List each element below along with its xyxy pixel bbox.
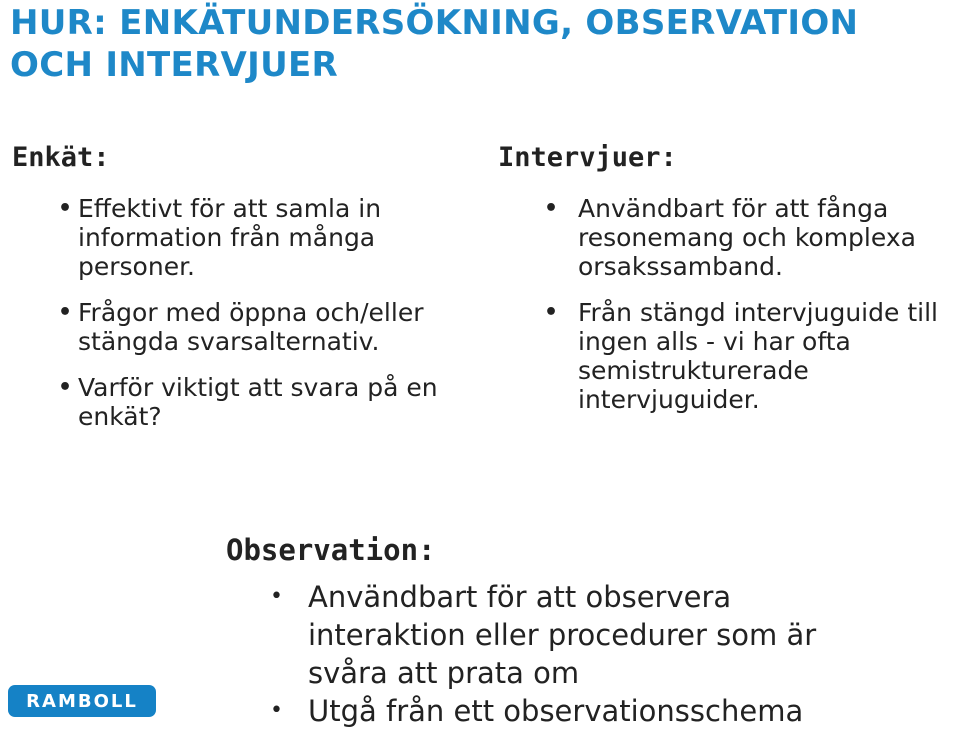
observation-bullet-list	[226, 578, 826, 730]
observation-bullet-text: Utgå från ett observationsschema	[308, 694, 804, 728]
bullet-dot-icon: •	[270, 584, 283, 609]
bullet-dot-icon: •	[58, 375, 73, 400]
observation-heading: Observation:	[226, 533, 436, 567]
ramboll-logo	[8, 685, 156, 717]
enkat-bullet	[12, 373, 462, 431]
bullet-dot-icon: •	[270, 698, 283, 723]
intervjuer-bullet-list	[498, 194, 960, 414]
enkat-bullet	[12, 298, 462, 356]
enkat-heading: Enkät:	[12, 142, 110, 173]
bullet-dot-icon: •	[58, 196, 73, 221]
enkat-bullet-list	[12, 194, 462, 431]
intervjuer-bullet	[498, 194, 960, 281]
bullet-dot-icon: •	[544, 196, 559, 221]
slide-title: HUR: ENKÄTUNDERSÖKNING, OBSERVATION OCH INTERVJUER	[10, 3, 859, 85]
observation-bullet	[226, 578, 826, 692]
intervjuer-section	[498, 140, 960, 431]
intervjuer-bullet	[498, 298, 960, 414]
enkat-bullet-text: Frågor med öppna och/eller stängda svarsalternativ.	[78, 298, 424, 356]
observation-bullet	[226, 692, 826, 730]
bullet-dot-icon: •	[544, 300, 559, 325]
observation-bullet-text: Användbart för att observera interaktion eller procedurer som är svåra att prata om	[308, 580, 817, 690]
observation-section	[226, 530, 826, 730]
intervjuer-bullet-text: Från stängd intervjuguide till ingen alls - vi har ofta semistrukturerade intervjuguider.	[578, 298, 938, 414]
enkat-section	[12, 140, 462, 448]
logo-text: RAMBOLL	[26, 690, 138, 712]
enkat-bullet-text: Effektivt för att samla in information från många personer.	[78, 194, 382, 281]
enkat-bullet	[12, 194, 462, 281]
intervjuer-bullet-text: Användbart för att fånga resonemang och komplexa orsakssamband.	[578, 194, 916, 281]
enkat-bullet-text: Varför viktigt att svara på en enkät?	[78, 373, 438, 431]
intervjuer-heading: Intervjuer:	[498, 142, 677, 173]
bullet-dot-icon: •	[58, 300, 73, 325]
